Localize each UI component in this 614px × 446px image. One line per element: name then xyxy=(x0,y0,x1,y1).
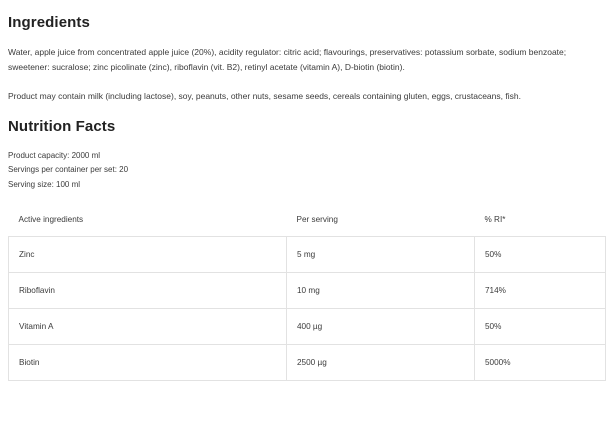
column-header-active-ingredients: Active ingredients xyxy=(18,215,84,225)
cell-ingredient-name: Vitamin A xyxy=(9,309,287,345)
cell-ingredient-name: Zinc xyxy=(9,237,287,273)
table-row xyxy=(9,237,606,273)
cell-per-serving: 400 µg xyxy=(287,309,475,345)
table-row xyxy=(9,345,606,381)
cell-ri: 714% xyxy=(475,273,606,309)
nutrition-facts-heading: Nutrition Facts xyxy=(8,117,116,135)
cell-ri: 50% xyxy=(475,309,606,345)
product-capacity: Product capacity: 2000 ml xyxy=(8,150,101,160)
table-header-row xyxy=(9,207,606,237)
cell-ri: 5000% xyxy=(475,345,606,381)
cell-per-serving: 5 mg xyxy=(287,237,475,273)
ingredients-paragraph: Water, apple juice from concentrated apple juice (20%), acidity regulator: citric acid; flavourings, preservatives: potassium sorbate, sodium benzoate; sweetener: sucralose; zinc picolinate (zinc), riboflavin (vit. B2), retinyl acetate (vitamin A), D-biotin (biotin). xyxy=(8,47,567,72)
column-header-per-serving: Per serving xyxy=(296,215,338,225)
nutrition-table xyxy=(8,207,606,381)
nutrition-meta xyxy=(8,149,606,193)
column-header-ri: % RI* xyxy=(484,215,506,225)
allergen-paragraph: Product may contain milk (including lactose), soy, peanuts, other nuts, sesame seeds, cereals containing gluten, eggs, crustaceans, fish. xyxy=(8,90,521,101)
serving-size: Serving size: 100 ml xyxy=(8,180,81,190)
table-row xyxy=(9,309,606,345)
cell-ingredient-name: Biotin xyxy=(9,345,287,381)
servings-per-container: Servings per container per set: 20 xyxy=(8,165,129,175)
cell-per-serving: 10 mg xyxy=(287,273,475,309)
cell-ri: 50% xyxy=(475,237,606,273)
ingredients-heading: Ingredients xyxy=(8,14,90,31)
cell-ingredient-name: Riboflavin xyxy=(9,273,287,309)
table-row xyxy=(9,273,606,309)
cell-per-serving: 2500 µg xyxy=(287,345,475,381)
